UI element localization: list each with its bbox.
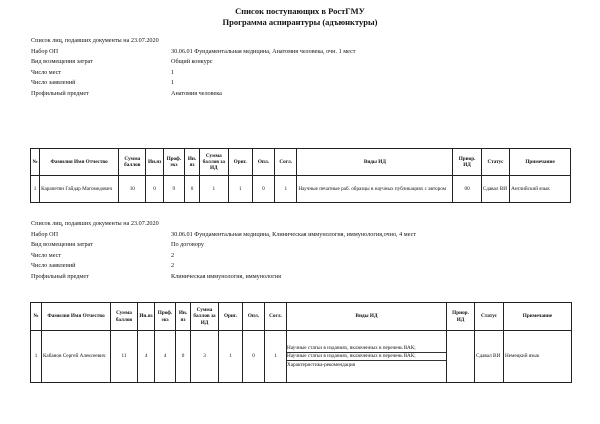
info-value: 1 <box>171 79 175 86</box>
cell-original: 1 <box>219 331 243 383</box>
col-header: Ин. яз <box>184 149 199 176</box>
cell-prof-exam: 4 <box>155 331 176 383</box>
document-subtitle: Программа аспирантуры (адъюнктуры) <box>222 17 378 27</box>
info-label: Список лиц, подавших документы на 23.07.2020 <box>31 220 159 227</box>
col-header: Ин.яз <box>146 149 163 176</box>
col-header: Сумма баллов <box>119 149 146 176</box>
info-label: Набор ОП <box>31 230 59 238</box>
cell-score-sum: 10 <box>119 176 146 203</box>
col-header: Согл. <box>275 149 297 176</box>
cell-id-priority <box>447 331 475 383</box>
col-header: Статус <box>475 303 504 331</box>
cell-lang-2: 0 <box>184 176 199 203</box>
id-kind-line: Научные статьи в изданиях, включенных в перечень ВАК; <box>287 353 446 361</box>
info-value: 1 <box>171 68 175 76</box>
info-label: Вид возмещения затрат <box>31 58 93 65</box>
cell-number: 1 <box>31 176 40 203</box>
info-value: Анатомия человека <box>171 89 222 97</box>
col-header: Примечание <box>504 303 572 331</box>
info-label: Число заявлений <box>31 79 76 86</box>
info-value: 30.06.01 Фундаментальная медицина, Анатомия человека, очн. 1 мест <box>171 47 356 55</box>
cell-paid: 0 <box>243 331 265 383</box>
info-value: Клиническая иммунология, иммунология <box>171 272 281 280</box>
section2-table <box>30 302 572 383</box>
col-header: Ин.яз <box>138 303 155 331</box>
document-title: Список поступающих в РостГМУ <box>235 6 365 16</box>
cell-id-score: 1 <box>200 176 228 203</box>
cell-prof-exam: 9 <box>163 176 184 203</box>
col-header: Приор. ИД <box>453 149 481 176</box>
col-header: Сумма баллов <box>111 303 138 331</box>
col-header: Виды ИД <box>297 149 453 176</box>
table-row <box>31 331 572 383</box>
cell-score-sum: 11 <box>111 331 138 383</box>
id-kind-line: Характеристика-рекомендация <box>287 361 356 368</box>
col-header: Проф. экз <box>163 149 184 176</box>
col-header: Ориг. <box>219 303 243 331</box>
cell-id-priority: 00 <box>453 176 481 203</box>
col-header: Сумма баллов за ИД <box>191 303 219 331</box>
col-header: Фамилия Имя Отчество <box>42 303 111 331</box>
cell-lang-2: 0 <box>176 331 191 383</box>
cell-lang: 0 <box>146 176 163 203</box>
col-header: Ориг. <box>228 149 252 176</box>
cell-consent: 1 <box>275 176 297 203</box>
section1-table <box>30 148 571 203</box>
id-kind-line: Научные статьи в изданиях, включенных в перечень ВАК; <box>287 345 446 353</box>
info-label: Число заявлений <box>31 262 76 269</box>
col-header: Примечание <box>510 149 571 176</box>
info-value: По договору <box>171 241 204 248</box>
info-label: Число мест <box>31 251 62 259</box>
cell-note: Немецкий язык <box>504 331 572 383</box>
cell-lang: 4 <box>138 331 155 383</box>
info-label: Профильный предмет <box>31 272 89 280</box>
cell-full-name: Кабанов Сергей Алексеевич <box>42 331 111 383</box>
cell-note: Английский язык <box>510 176 571 203</box>
col-header: Фамилия Имя Отчество <box>40 149 119 176</box>
col-header: № <box>31 149 40 176</box>
col-header: Ин. яз <box>176 303 191 331</box>
col-header: Сумма баллов за ИД <box>200 149 228 176</box>
info-label: Вид возмещения затрат <box>31 241 93 248</box>
cell-original: 1 <box>228 176 252 203</box>
cell-id-kinds: Научные печатные раб. образцы в научных публикациях с автором <box>297 176 453 203</box>
col-header: Опл. <box>243 303 265 331</box>
info-value: Общий конкурс <box>171 58 213 65</box>
cell-status: Сдавал ВИ <box>481 176 509 203</box>
table-header-row <box>31 303 572 331</box>
info-label: Набор ОП <box>31 47 59 55</box>
cell-paid: 0 <box>252 176 274 203</box>
col-header: № <box>31 303 42 331</box>
table-row <box>31 176 571 203</box>
info-label: Число мест <box>31 68 62 76</box>
info-value: 2 <box>171 262 175 269</box>
col-header: Проф. экз <box>155 303 176 331</box>
cell-number: 1 <box>31 331 42 383</box>
info-value: 30.06.01 Фундаментальная медицина, Клиническая иммунология, иммунология,очно, 4 мест <box>171 230 417 238</box>
table-header-row <box>31 149 571 176</box>
cell-id-score: 3 <box>191 331 219 383</box>
col-header: Опл. <box>252 149 274 176</box>
col-header: Виды ИД <box>287 303 447 331</box>
col-header: Согл. <box>265 303 287 331</box>
cell-id-kinds <box>287 331 447 383</box>
col-header: Приор. ИД <box>447 303 475 331</box>
cell-full-name: Карапетян Гайдар Магомедович <box>40 176 119 203</box>
col-header: Статус <box>481 149 509 176</box>
cell-consent: 1 <box>265 331 287 383</box>
info-label: Список лиц, подавших документы на 23.07.2020 <box>31 37 159 44</box>
info-label: Профильный предмет <box>31 89 89 97</box>
cell-status: Сдавал ВИ <box>475 331 504 383</box>
info-value: 2 <box>171 251 175 259</box>
